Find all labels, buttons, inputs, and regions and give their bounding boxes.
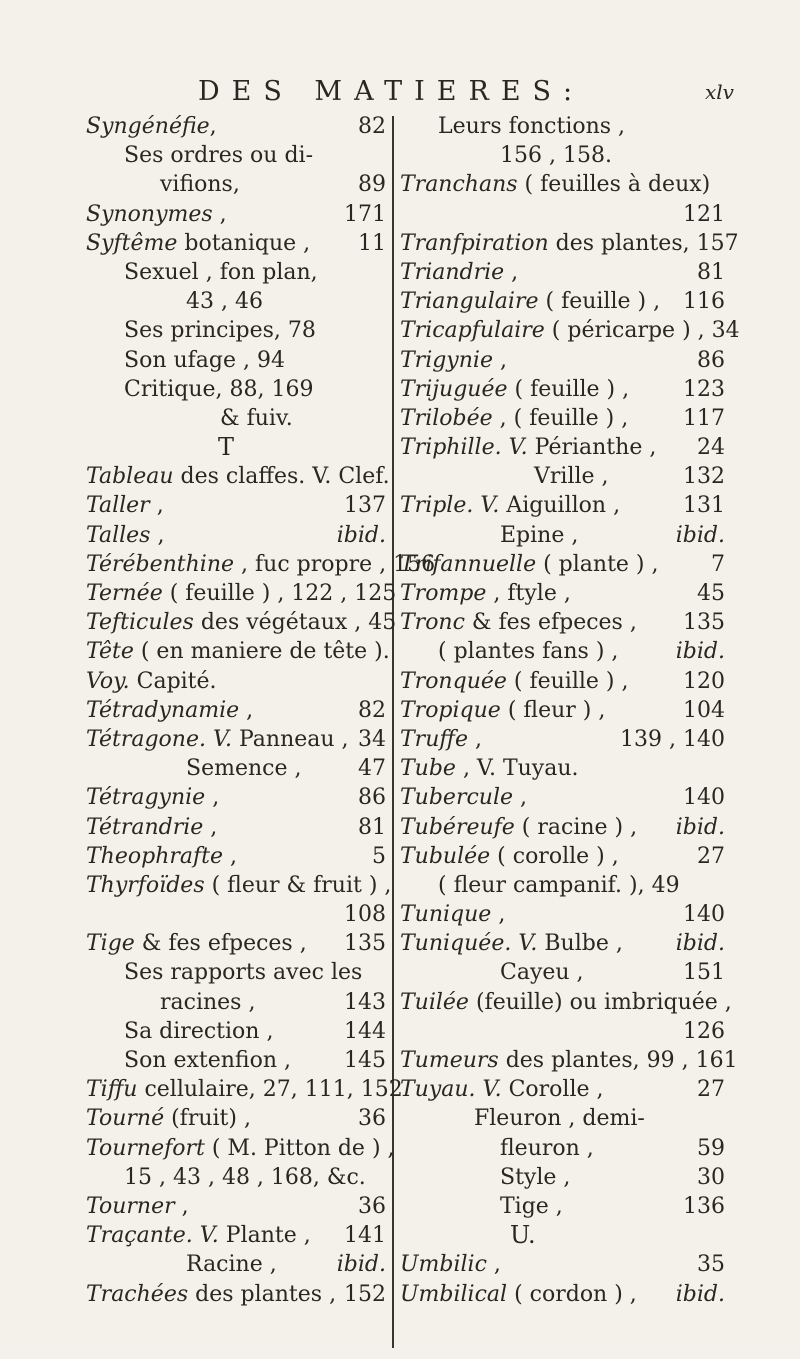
entry-page-number: ibid. xyxy=(675,522,725,548)
entry-text: , xyxy=(205,785,220,811)
entry-text: ( péricarpe ) , 34 xyxy=(544,318,740,344)
index-entry xyxy=(86,871,392,900)
index-entry xyxy=(400,696,725,725)
entry-text: Sa direction , xyxy=(124,1018,274,1044)
entry-text: Semence , xyxy=(186,756,302,782)
entry-text: Plante , xyxy=(218,1223,311,1249)
entry-text: 156 , 158. xyxy=(500,143,612,169)
entry-text: , ftyle , xyxy=(486,581,571,606)
entry-page-number: 145 xyxy=(344,1048,386,1073)
index-entry xyxy=(86,754,386,783)
entry-text: & fuiv. xyxy=(220,405,293,431)
index-entry xyxy=(400,462,725,491)
entry-page-number: 151 xyxy=(683,960,725,986)
entry-text: Ses ordres ou di- xyxy=(124,143,313,169)
entry-page-number: 89 xyxy=(358,172,386,198)
index-entry xyxy=(86,462,390,491)
index-entry xyxy=(400,1163,725,1192)
entry-term: Umbilical xyxy=(400,1281,508,1307)
entry-term: Tourné xyxy=(86,1106,165,1132)
index-entry xyxy=(400,608,725,637)
section-letter: U. xyxy=(510,1221,536,1250)
entry-page-number: ibid. xyxy=(336,522,386,548)
section-letter: T xyxy=(217,433,234,462)
entry-page-number: 137 xyxy=(344,493,386,519)
entry-term: Ternée xyxy=(86,581,163,606)
entry-page-number: 141 xyxy=(344,1223,386,1249)
entry-term: Trompe xyxy=(400,581,487,606)
index-entry xyxy=(400,287,725,316)
index-entry xyxy=(400,667,725,696)
index-entry xyxy=(400,637,725,666)
entry-term: Térébenthine xyxy=(86,551,235,577)
entry-page-number: 59 xyxy=(697,1135,725,1161)
entry-term: Tétragone. V. xyxy=(86,726,232,752)
entry-page-number: 143 xyxy=(344,989,386,1015)
entry-page-number: 123 xyxy=(683,376,725,402)
entry-page-number: 34 xyxy=(358,726,386,752)
entry-page-number: 45 xyxy=(697,581,725,606)
entry-term: Triple. V. xyxy=(400,493,500,519)
entry-page-number: 135 xyxy=(344,931,386,957)
entry-text: 43 , 46 xyxy=(186,289,263,315)
index-entry xyxy=(86,316,386,345)
entry-text: & fes efpeces , xyxy=(464,610,637,636)
index-entry xyxy=(400,1046,738,1075)
index-entry xyxy=(86,200,386,229)
entry-text: , xyxy=(513,785,528,811)
index-entry xyxy=(86,813,386,842)
entry-term: Tuyau. V. xyxy=(400,1077,502,1103)
entry-page-number: 171 xyxy=(344,201,386,227)
index-entry xyxy=(86,900,386,929)
entry-term: Trijuguée xyxy=(400,376,508,402)
entry-text: Panneau , xyxy=(232,726,349,752)
entry-text: Cayeu , xyxy=(500,960,584,986)
entry-page-number: 5 xyxy=(372,843,386,869)
entry-text: , xyxy=(504,259,519,285)
entry-text: cellulaire, 27, 111, 152 xyxy=(137,1077,403,1103)
index-entry xyxy=(86,141,386,170)
index-entry xyxy=(400,754,725,783)
entry-text: Bulbe , xyxy=(537,931,623,957)
entry-text: des végétaux , 45 xyxy=(193,610,397,636)
entry-term: Tétrandrie xyxy=(86,814,204,840)
entry-text: Ses principes, 78 xyxy=(124,318,316,344)
entry-text: , xyxy=(239,697,254,723)
index-entry xyxy=(86,1075,403,1104)
index-entry xyxy=(400,200,725,229)
index-entry xyxy=(86,346,386,375)
entry-page-number: 140 xyxy=(683,902,725,928)
entry-term: Tuniquée. V. xyxy=(400,931,538,957)
entry-page-number: 152 xyxy=(344,1281,386,1307)
index-entry xyxy=(400,871,725,900)
entry-text: ( feuille ) , xyxy=(507,376,630,402)
entry-term: Tétragynie xyxy=(86,785,206,811)
index-entry xyxy=(86,1134,395,1163)
index-entry xyxy=(86,608,397,637)
index-entry xyxy=(86,404,386,433)
index-entry xyxy=(400,170,725,199)
index-entry xyxy=(400,1075,725,1104)
entry-text: ( plantes fans ) , xyxy=(438,639,619,665)
index-entry xyxy=(400,929,725,958)
entry-page-number: 30 xyxy=(697,1164,725,1190)
entry-text: , xyxy=(150,522,165,548)
entry-term: Trigynie xyxy=(400,347,493,373)
entry-text: Son extenfion , xyxy=(124,1048,292,1073)
index-entry xyxy=(400,1134,725,1163)
index-entry xyxy=(400,404,725,433)
entry-text: des plantes, 157 xyxy=(548,230,739,256)
entry-page-number: 24 xyxy=(697,435,725,461)
entry-text: Sexuel , fon plan, xyxy=(124,259,318,285)
index-entry xyxy=(400,783,725,812)
entry-term: Tubéreufe xyxy=(400,814,515,840)
entry-term: Traçante. V. xyxy=(86,1223,219,1249)
entry-term: Tronc xyxy=(400,610,465,636)
index-entry xyxy=(400,375,725,404)
entry-text: Fleuron , demi- xyxy=(474,1106,645,1132)
index-entry xyxy=(400,1280,725,1309)
index-entry xyxy=(86,550,436,579)
index-entry xyxy=(400,1192,725,1221)
index-entry xyxy=(400,550,725,579)
index-entry xyxy=(86,1163,386,1192)
index-entry xyxy=(400,229,739,258)
entry-term: Trifannuelle xyxy=(400,551,537,577)
index-entry xyxy=(86,783,386,812)
entry-text: botanique , xyxy=(177,230,311,256)
entry-text: Périanthe , xyxy=(527,435,657,461)
entry-text: & fes efpeces , xyxy=(134,931,307,957)
entry-term: Tétradynamie xyxy=(86,697,240,723)
entry-page-number: 136 xyxy=(683,1193,725,1219)
entry-page-number: 86 xyxy=(697,347,725,373)
index-entry xyxy=(400,521,725,550)
entry-page-number: 27 xyxy=(697,1077,725,1103)
index-entry xyxy=(86,229,386,258)
entry-term: Theophrafte xyxy=(86,843,223,869)
entry-text: ( corolle ) , xyxy=(490,843,619,869)
entry-page-number: 131 xyxy=(683,493,725,519)
index-entry xyxy=(400,842,725,871)
entry-text: , xyxy=(223,843,237,869)
entry-page-number: 139 , 140 xyxy=(620,726,725,752)
entry-page-number: 140 xyxy=(683,785,725,811)
index-entry xyxy=(400,346,725,375)
entry-text: (fruit) , xyxy=(164,1106,251,1132)
entry-text: ( fleur & fruit ) , xyxy=(204,872,392,898)
entry-term: Tronquée xyxy=(400,668,507,694)
entry-text: Style , xyxy=(500,1164,571,1190)
entry-page-number: 132 xyxy=(683,464,725,490)
entry-page-number: ibid. xyxy=(336,1252,386,1278)
entry-text: , xyxy=(491,902,506,928)
index-entry xyxy=(86,170,386,199)
entry-text: Son ufage , 94 xyxy=(124,347,285,373)
entry-text: Epine , xyxy=(500,522,579,548)
index-entry xyxy=(86,491,386,520)
index-entry xyxy=(86,287,386,316)
entry-page-number: 126 xyxy=(683,1018,725,1044)
entry-text: , xyxy=(149,493,164,519)
entry-term: Tableau xyxy=(86,464,174,490)
index-entry xyxy=(400,900,725,929)
index-entry xyxy=(400,1017,725,1046)
index-entry xyxy=(86,1250,386,1279)
entry-term: Tige xyxy=(86,931,135,957)
entry-page-number: 47 xyxy=(358,756,386,782)
entry-text: 15 , 43 , 48 , 168, &c. xyxy=(124,1164,366,1190)
right-column xyxy=(400,112,740,1309)
index-entry xyxy=(86,637,390,666)
entry-text: Capité. xyxy=(129,668,217,694)
entry-text: , ( feuille ) , xyxy=(492,405,629,431)
entry-page-number: 35 xyxy=(697,1252,725,1278)
entry-page-number: 81 xyxy=(358,814,386,840)
entry-text: ( fleur ) , xyxy=(500,697,606,723)
entry-term: Tubulée xyxy=(400,843,491,869)
entry-page-number: 36 xyxy=(358,1106,386,1132)
index-entry xyxy=(400,316,740,345)
entry-text: fleuron , xyxy=(500,1135,594,1161)
entry-term: Voy. xyxy=(86,668,130,694)
index-entry xyxy=(86,258,386,287)
index-entry xyxy=(86,375,386,404)
entry-page-number: 144 xyxy=(344,1018,386,1044)
index-entry xyxy=(400,988,732,1017)
entry-page-number: ibid. xyxy=(675,814,725,840)
entry-text: , xyxy=(486,1252,501,1278)
running-header: DES MATIERES: xyxy=(198,76,585,107)
entry-term: Umbilic xyxy=(400,1252,487,1278)
entry-text: des plantes , xyxy=(188,1281,337,1307)
entry-term: Thyrfoïdes xyxy=(86,872,205,898)
entry-text: ( feuilles à deux) xyxy=(517,172,711,198)
entry-text: , V. Tuyau. xyxy=(455,756,579,782)
entry-page-number: 104 xyxy=(683,697,725,723)
entry-text: ( fleur campanif. ), 49 xyxy=(438,872,680,898)
entry-term: Tumeurs xyxy=(400,1048,499,1073)
entry-page-number: 82 xyxy=(358,114,386,139)
entry-term: Taller xyxy=(86,493,150,519)
entry-term: Tranfpiration xyxy=(400,230,549,256)
index-entry xyxy=(400,1250,725,1279)
index-entry xyxy=(86,1192,386,1221)
entry-term: Syftême xyxy=(86,230,178,256)
index-entry xyxy=(86,929,386,958)
entry-term: Tournefort xyxy=(86,1135,205,1161)
index-entry xyxy=(86,1221,386,1250)
entry-page-number: ibid. xyxy=(675,639,725,665)
entry-term: Tuilée xyxy=(400,989,469,1015)
entry-term: Tricapfulaire xyxy=(400,318,545,344)
index-entry xyxy=(86,696,386,725)
entry-term: Tube xyxy=(400,756,456,782)
entry-page-number: ibid. xyxy=(675,1281,725,1307)
index-entry xyxy=(86,667,386,696)
entry-text: Racine , xyxy=(186,1252,277,1278)
index-entry xyxy=(86,1017,386,1046)
entry-text: Tige , xyxy=(500,1193,563,1219)
entry-page-number: 135 xyxy=(683,610,725,636)
column-divider xyxy=(392,116,394,1348)
entry-page-number: ibid. xyxy=(675,931,725,957)
entry-text: racines , xyxy=(160,989,256,1015)
entry-term: Syngénéfie xyxy=(86,114,210,139)
entry-text: ( racine ) , xyxy=(514,814,638,840)
entry-page-number: 27 xyxy=(697,843,725,869)
entry-text: , fuc propre , 156 xyxy=(234,551,436,577)
entry-term: Tefticules xyxy=(86,610,194,636)
index-entry xyxy=(86,1104,386,1133)
entry-text: , xyxy=(492,347,507,373)
index-entry xyxy=(86,842,386,871)
entry-text: des claffes. V. Clef. xyxy=(173,464,390,490)
index-entry xyxy=(400,1221,725,1250)
index-entry xyxy=(86,725,386,754)
entry-text: ( en maniere de tête ). xyxy=(133,639,390,665)
entry-page-number: 36 xyxy=(358,1193,386,1219)
entry-text: Vrille , xyxy=(534,464,609,490)
entry-text: ( feuille ) , xyxy=(506,668,629,694)
entry-term: Triphille. V. xyxy=(400,435,528,461)
entry-text: Aiguillon , xyxy=(499,493,621,519)
entry-term: Tiffu xyxy=(86,1077,138,1103)
entry-text: , xyxy=(209,114,217,139)
entry-term: Triandrie xyxy=(400,259,505,285)
entry-page-number: 121 xyxy=(683,201,725,227)
entry-text: ( feuille ) , xyxy=(538,289,661,315)
entry-page-number: 7 xyxy=(711,551,725,577)
entry-page-number: 86 xyxy=(358,785,386,811)
entry-text: Leurs fonctions , xyxy=(438,114,626,139)
entry-text: , xyxy=(212,201,227,227)
page-folio: xlv xyxy=(705,80,734,104)
index-entry xyxy=(86,958,386,987)
index-entry xyxy=(86,988,386,1017)
entry-text: ( M. Pitton de ) , xyxy=(204,1135,395,1161)
index-entry xyxy=(86,1280,386,1309)
entry-term: Tranchans xyxy=(400,172,518,198)
entry-term: Trachées xyxy=(86,1281,189,1307)
entry-term: Synonymes xyxy=(86,201,213,227)
entry-text: ( plante ) , xyxy=(536,551,659,577)
index-entry xyxy=(400,1104,725,1133)
entry-text: , xyxy=(203,814,218,840)
index-entry xyxy=(400,141,725,170)
entry-page-number: 116 xyxy=(683,289,725,315)
index-entry xyxy=(86,112,386,141)
index-entry xyxy=(86,579,397,608)
entry-text: vifions, xyxy=(160,172,240,198)
index-entry xyxy=(400,491,725,520)
entry-text: (feuille) ou imbriquée , xyxy=(468,989,732,1015)
entry-text: ( feuille ) , 122 , 125 xyxy=(162,581,397,606)
entry-term: Tunique xyxy=(400,902,492,928)
entry-term: Tropique xyxy=(400,697,501,723)
entry-term: Tubercule xyxy=(400,785,514,811)
entry-page-number: 117 xyxy=(683,405,725,431)
entry-text: , xyxy=(467,726,482,752)
index-entry xyxy=(400,725,725,754)
entry-text: ( cordon ) , xyxy=(507,1281,637,1307)
entry-term: Truffe xyxy=(400,726,468,752)
index-entry xyxy=(400,813,725,842)
entry-text: des plantes, 99 , 161 xyxy=(498,1048,738,1073)
entry-term: Tourner xyxy=(86,1193,175,1219)
entry-term: Trilobée xyxy=(400,405,493,431)
index-entry xyxy=(400,958,725,987)
entry-page-number: 11 xyxy=(358,230,386,256)
index-entry xyxy=(400,258,725,287)
index-entry xyxy=(400,433,725,462)
index-entry xyxy=(86,1046,386,1075)
entry-text: Ses rapports avec les xyxy=(124,960,363,986)
entry-page-number: 120 xyxy=(683,668,725,694)
entry-term: Tête xyxy=(86,639,134,665)
index-entry xyxy=(400,112,725,141)
entry-page-number: 108 xyxy=(344,902,386,928)
entry-text: , xyxy=(174,1193,189,1219)
entry-text: Critique, 88, 169 xyxy=(124,376,314,402)
entry-page-number: 81 xyxy=(697,259,725,285)
index-entry xyxy=(86,433,386,462)
index-entry xyxy=(400,579,725,608)
entry-term: Triangulaire xyxy=(400,289,539,315)
index-entry xyxy=(86,521,386,550)
entry-page-number: 82 xyxy=(358,697,386,723)
entry-term: Talles xyxy=(86,522,151,548)
entry-text: Corolle , xyxy=(501,1077,604,1103)
